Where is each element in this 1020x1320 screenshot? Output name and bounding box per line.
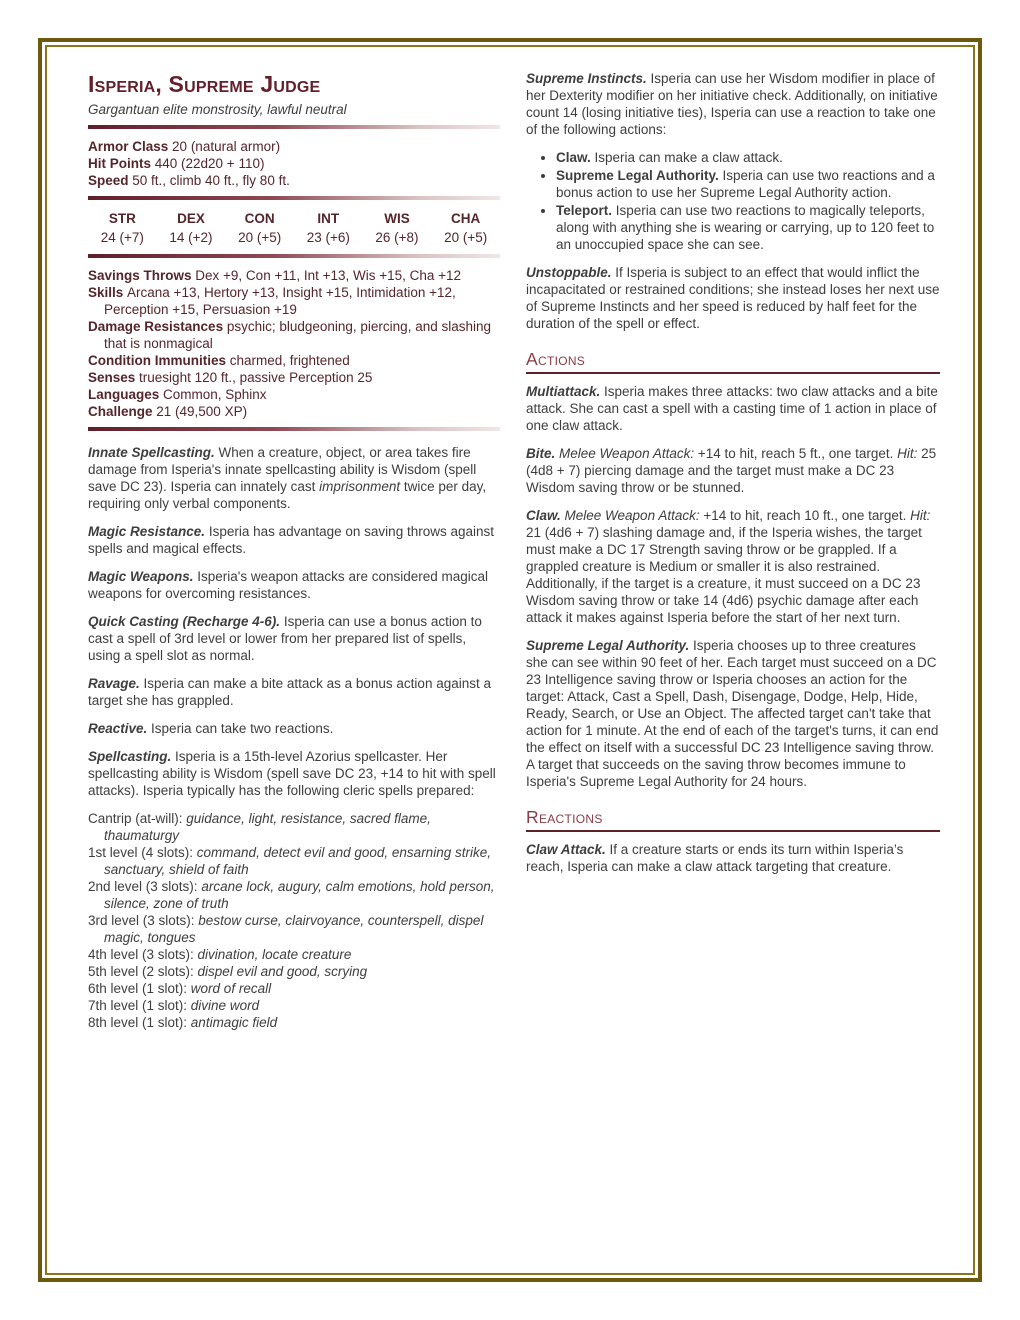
ability-name: WIS [384,210,410,226]
spell-level-label: 2nd level (3 slots): [88,878,202,894]
spell-level-label: Cantrip (at-will): [88,810,187,826]
stat-line [88,318,500,352]
trait-name: Bite. [526,446,560,462]
stat-line [88,138,500,155]
divider-rule [88,125,500,129]
stat-label: Skills [88,284,128,300]
option-name: Claw. [556,150,595,165]
traits-block [88,444,500,799]
ability-score: 26 (+8) [375,229,419,245]
stat-line [88,172,500,189]
text-segment: Isperia can make a bite attack as a bonus action against a target she has grappled. [88,675,491,708]
spell-level-label: 8th level (1 slot): [88,1014,191,1030]
text-segment: Melee Weapon Attack: [564,508,700,524]
stat-label: Damage Resistances [88,318,227,334]
text-segment: 25 (4d8 + 7) piercing damage and the target must make a DC 23 Wisdom saving throw or be stunned. [526,446,937,496]
trait-paragraph [526,70,940,138]
stat-label: Armor Class [88,138,173,154]
stat-value: psychic; bludgeoning, piercing, and slashing that is nonmagical [104,318,492,351]
stat-line [88,403,500,420]
spell-level-line [88,1014,500,1031]
stat-value: 20 (natural armor) [172,138,281,154]
spell-level-label: 5th level (2 slots): [88,963,198,979]
spell-names: antimagic field [190,1014,278,1030]
trait-name: Quick Casting (Recharge 4-6). [88,613,284,629]
stat-label: Hit Points [88,155,155,171]
ability-score: 20 (+5) [238,229,282,245]
spell-names: word of recall [190,980,272,996]
unstoppable-block [526,264,940,332]
text-segment: Isperia can use a bonus action to cast a spell of 3rd level or lower from her prepared list of spells, using a spell slot as normal. [88,613,482,663]
spell-level-line [88,980,500,997]
divider-rule [88,196,500,200]
spell-names: command, detect evil and good, ensarning strike, sanctuary, shield of faith [104,844,491,877]
text-segment: Isperia can take two reactions. [151,720,334,736]
spell-list-block [88,810,500,1031]
text-segment: If a creature starts or ends its turn within Isperia’s reach, Isperia can make a claw attack targeting that creature. [526,842,904,875]
option-name: Supreme Legal Authority. [556,168,723,183]
spell-names: bestow curse, clairvoyance, counterspell, dispel magic, tongues [104,912,484,945]
stat-value: truesight 120 ft., passive Perception 25 [139,369,373,385]
spell-names: dispel evil and good, scrying [197,963,368,979]
trait-paragraph [88,444,500,512]
trait-paragraph [88,675,500,709]
spell-level-label: 6th level (1 slot): [88,980,191,996]
spell-level-label: 3rd level (3 slots): [88,912,199,928]
spell-level-line [88,844,500,878]
initiative-option: • Claw. Isperia can make a claw attack. [556,149,940,166]
trait-name: Unstoppable. [526,265,616,280]
spell-names: arcane lock, augury, calm emotions, hold person, silence, zone of truth [104,878,495,911]
trait-name: Innate Spellcasting. [88,444,219,460]
trait-paragraph [88,568,500,602]
trait-paragraph [88,720,500,737]
left-column [88,70,500,1031]
divider-rule [88,254,500,258]
stat-value: 440 (22d20 + 110) [154,155,265,171]
stat-line [88,155,500,172]
spell-level-line [88,946,500,963]
stat-label: Savings Throws [88,267,196,283]
core-stats-block [88,138,500,189]
ability-name: CON [244,210,275,226]
stat-label: Speed [88,172,133,188]
text-segment: imprisonment [319,478,401,494]
text-segment: Isperia has advantage on saving throws against spells and magical effects. [88,523,494,556]
trait-name: Supreme Instincts. [526,71,651,86]
stat-label: Senses [88,369,140,385]
ability-scores-table [88,209,500,247]
initiative-option: • Supreme Legal Authority. Isperia can use two reactions and a bonus action to use her Supreme Legal Authority action. [556,167,940,201]
text-segment: +14 to hit, reach 10 ft., one target. [699,508,911,524]
text-segment: Melee Weapon Attack: [559,446,695,462]
trait-paragraph [526,383,940,434]
ability-name: INT [317,210,340,226]
stat-line [88,352,500,369]
spell-names: divine word [190,997,260,1013]
stat-value: 21 (49,500 XP) [156,403,248,419]
spell-level-label: 7th level (1 slot): [88,997,191,1013]
stat-label: Challenge [88,403,157,419]
stat-value: Common, Sphinx [163,386,267,402]
stat-value: Dex +9, Con +11, Int +13, Wis +15, Cha +12 [195,267,462,283]
reactions-heading: Reactions [526,806,940,832]
trait-paragraph [88,613,500,664]
stat-line [88,386,500,403]
spell-level-label: 1st level (4 slots): [88,844,197,860]
trait-paragraph [526,445,940,496]
ability-name: DEX [177,210,205,226]
text-segment: twice per day, requiring only verbal components. [88,478,487,511]
text-segment: Isperia chooses up to three creatures she can see within 90 feet of her. Each target must succeed on a DC 23 Intelligence saving throw or Isperia chooses an action for the target: Attack, Cast a Spell, Dash, Disengage, Dodge, Help, Hide, Ready, Search, or Use an Object. The affected target can't take that action for 1 minute. At the end of each of the target's turns, it can end the effect on itself with a successful DC 23 Intelligence saving throw. A target that succeeds on the saving throw becomes immune to Isperia's Supreme Legal Authority for 24 hours. [526,638,939,790]
trait-paragraph [526,637,940,790]
text-segment: Hit: [897,446,918,462]
trait-name: Magic Resistance. [88,523,209,539]
trait-name: Reactive. [88,720,152,736]
text-segment: If Isperia is subject to an effect that would inflict the incapacitated or restrained conditions; she instead loses her next use of Supreme Instincts and her speed is reduced by half feet for the duration of the spell or effect. [526,265,940,331]
trait-paragraph [526,264,940,332]
ability-name: STR [108,210,136,226]
stat-label: Condition Immunities [88,352,230,368]
text-segment: Isperia's weapon attacks are considered magical weapons for overcoming resistances. [88,568,489,601]
trait-name: Supreme Legal Authority. [526,638,694,654]
trait-name: Spellcasting. [88,748,176,764]
reactions-block [526,841,940,875]
right-column [526,70,940,1031]
text-segment: Hit: [910,508,931,524]
stat-label: Languages [88,386,164,402]
trait-paragraph [526,841,940,875]
option-name: Teleport. [556,203,616,218]
spell-names: guidance, light, resistance, sacred flame, thaumaturgy [104,810,431,843]
initiative-option: • Teleport. Isperia can use two reactions to magically teleports, along with anything she is wearing or carrying, up to 120 feet to an unoccupied space she can see. [556,202,940,253]
trait-name: Ravage. [88,675,144,691]
text-segment: 21 (4d6 + 7) slashing damage and, if the Isperia wishes, the target must make a DC 17 Strength saving throw or be grappled. If a grappled creature is Medium or smaller it is also restrained. Additionally, if the target is a creature, it must succeed on a DC 23 Wisdom saving throw or take 14 (4d6) psychic damage after each attack it makes against Isperia before the start of her next turn. [526,525,922,626]
page-title: Isperia, Supreme Judge [88,71,321,97]
spell-level-label: 4th level (3 slots): [88,946,198,962]
spell-level-line [88,963,500,980]
stat-line [88,284,500,318]
trait-paragraph [88,748,500,799]
stat-value: charmed, frightened [229,352,350,368]
text-segment: Isperia can use her Wisdom modifier in place of her Dexterity modifier on her initiative check. Additionally, on initiative count 14 (losing initiative ties), Isperia can use a reaction to take one of the following actions: [526,71,938,137]
spell-level-line [88,878,500,912]
details-block [88,267,500,420]
actions-block [526,383,940,790]
ability-score: 23 (+6) [306,229,350,245]
stat-line [88,267,500,284]
text-segment: Isperia is a 15th-level Azorius spellcaster. Her spellcasting ability is Wisdom (spell save DC 23, +14 to hit with spell attacks). Isperia typically has the following cleric spells prepared: [88,748,496,798]
divider-rule [88,427,500,431]
spell-level-line [88,997,500,1014]
ability-score: 20 (+5) [444,229,488,245]
trait-name: Multiattack. [526,384,605,400]
ability-score: 14 (+2) [169,229,213,245]
supreme-instincts-block [526,70,940,138]
stat-value: Arcana +13, Hertory +13, Insight +15, Intimidation +12, Perception +15, Persuasion +19 [104,284,456,317]
ability-score: 24 (+7) [100,229,144,245]
trait-name: Claw. [526,508,565,524]
text-segment: Isperia makes three attacks: two claw attacks and a bite attack. She can cast a spell with a casting time of 1 action in place of one claw attack. [526,384,938,434]
spell-level-line [88,912,500,946]
text-segment: When a creature, object, or area takes fire damage from Isperia's innate spellcasting ability is Wisdom (spell save DC 23). Isperia can innately cast [88,444,477,494]
initiative-options-list [526,149,940,253]
trait-paragraph [88,523,500,557]
actions-heading: Actions [526,348,940,374]
trait-name: Magic Weapons. [88,568,198,584]
creature-type-line: Gargantuan elite monstrosity, lawful neutral [88,101,347,117]
trait-paragraph [526,507,940,626]
stat-value: 50 ft., climb 40 ft., fly 80 ft. [132,172,290,188]
spell-level-line [88,810,500,844]
statblock-content [88,70,940,1031]
text-segment: +14 to hit, reach 5 ft., one target. [694,446,898,462]
stat-line [88,369,500,386]
ability-name: CHA [451,210,481,226]
spell-names: divination, locate creature [197,946,352,962]
trait-name: Claw Attack. [526,842,610,858]
